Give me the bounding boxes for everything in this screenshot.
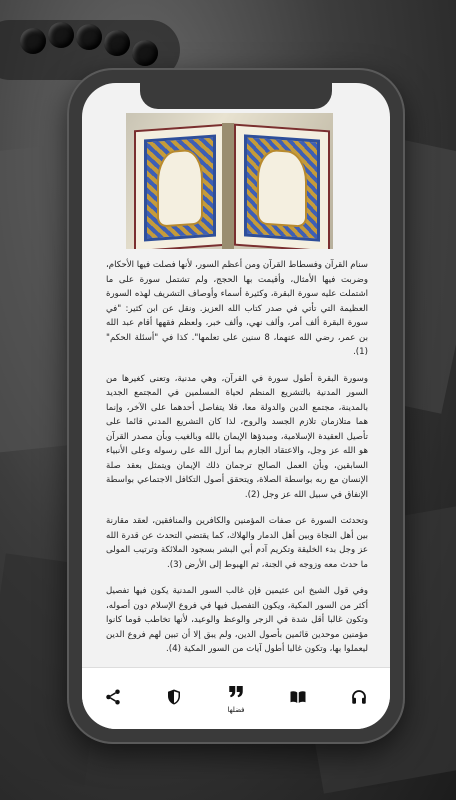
book-icon <box>289 688 307 710</box>
share-icon <box>104 688 122 710</box>
quran-image <box>126 113 333 249</box>
nav-virtues-button[interactable] <box>214 677 258 721</box>
nav-virtues-label: فضلها <box>227 706 245 714</box>
shield-icon <box>165 688 183 710</box>
phone-screen <box>82 83 390 729</box>
article-paragraph: وفي قول الشيخ ابن عثيمين فإن غالب السور المدنية يكون فيها تفصيل أكثر من السور المكية، ويكون التفصيل فيها في فروع الإسلام دون أصوله، وتكون غالبا أقل شدة في الزجر والوعظ والوعيد، لأنها تخاطب قوما كانوا مؤمنين موحدين قائمين بأصول الدين، ولم يبق إلا أن تبين لهم فروع الدين ليعملوا بها، وتكون غالبا أطول آيات من السور المكية (4). <box>106 586 368 654</box>
article-paragraph: سنام القرآن وفسطاط القرآن ومن أعظم السور، لأنها فصلت فيها الأحكام، وضربت فيها الأمثال، وأقيمت بها الحجج، ولم تشتمل سورة على ما اشتملت عليه سورة البقرة، وكثيرة أسماء وأوصاف التشريف لهذه السورة العظيمة التي تأتي في صدر كتاب الله العزيز. ونقل عن ابن كثير: "في سورة البقرة ألف أمر، وألف نهي، وألف خبر، ولعظم فقهها أقام عبد الله بن عمر، رضي الله عنهما، 8 سنين على تعلمها". كذا في "أسئلة الحكم" (1). <box>106 260 368 357</box>
phone-mockup <box>67 68 405 744</box>
headphones-icon <box>350 688 368 710</box>
article-scroll-area[interactable] <box>82 113 390 658</box>
article-paragraph: وتحدثت السورة عن صفات المؤمنين والكافرين والمنافقين، لعقد مقارنة بين أهل النجاة وبين أهل الدمار والهلاك، كما يقتضي التحدث عن قدرة الله عز وجل بدء الخليقة وتكريم آدم أبي البشر بسجود الملائكة وترتيب المولى ما حدث معه وزوجه في الجنة، ثم الهبوط إلى الأرض (3). <box>106 516 368 570</box>
nav-share-button[interactable] <box>91 677 135 721</box>
article-body <box>106 258 368 658</box>
nav-audio-button[interactable] <box>337 677 381 721</box>
phone-notch <box>140 83 332 109</box>
nav-protection-button[interactable] <box>152 677 196 721</box>
nav-read-button[interactable] <box>276 677 320 721</box>
quote-icon <box>227 683 245 705</box>
article-paragraph: وسورة البقرة أطول سورة في القرآن، وهي مدنية، وتعنى كغيرها من السور المدنية بالتشريع المنظم لحياة المسلمين في المجتمع الجديد بالمدينة، مجتمع الدين والدولة معا، فلا يتفاصل أحدهما على الآخر، وإنما هما متلازمان تلازم الجسد والروح، لذا كان التشريع المدني قائما على تأصيل العقيدة الإسلامية، ومبدؤها الإيمان بالله وبالغيب وبأن مصدر القرآن هو الله عز وجل، والاعتقاد الجازم بما أنزل الله على رسوله وعلى الأنبياء السابقين، وبأن العمل الصالح ترجمان ذلك الإيمان ويتمثل بعقد صلة الإنسان مع ربه بواسطة الصلاة، ويتحقق أصول التكافل الاجتماعي بواسطة الإنفاق في سبيل الله عز وجل (2). <box>106 373 368 500</box>
bottom-navigation <box>82 667 390 729</box>
